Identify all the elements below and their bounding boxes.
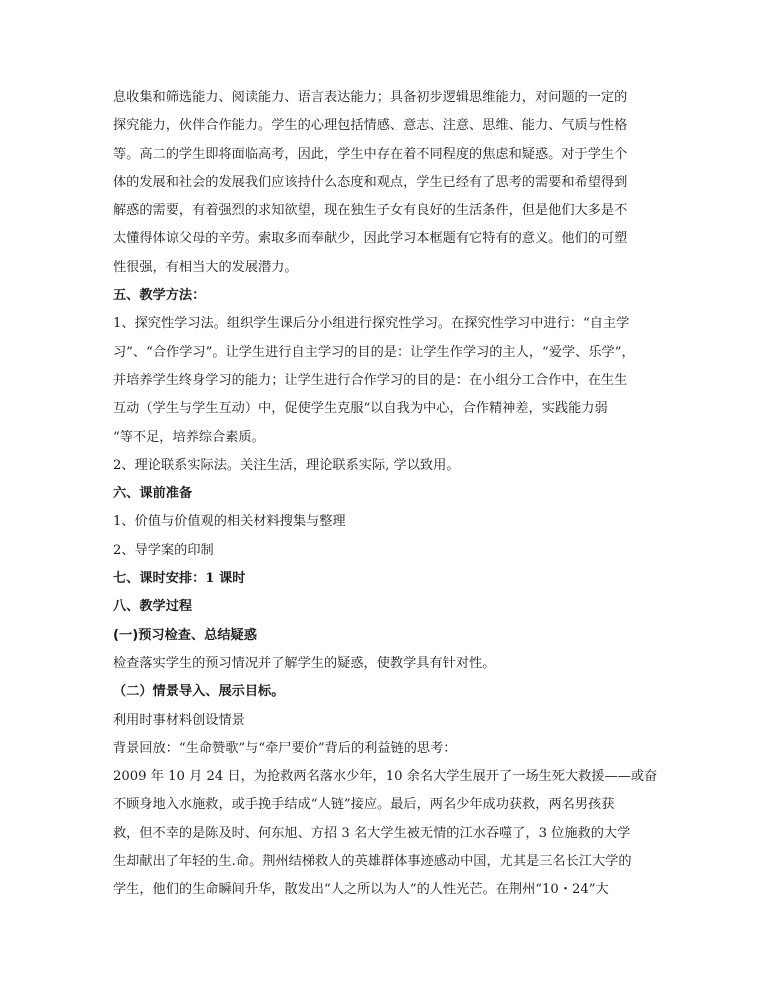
section-heading: 六、课前准备: [113, 486, 193, 502]
paragraph-line: “等不足，培养综合素质。: [113, 429, 265, 445]
paragraph-line: 1、价值与价值观的相关材料搜集与整理: [113, 514, 346, 530]
paragraph-line: 体的发展和社会的发展我们应该持什么态度和观点，学生已经有了思考的需要和希望得到: [113, 174, 628, 190]
section-heading: 七、课时安排：1 课时: [113, 571, 246, 587]
paragraph-line: 性很强，有相当大的发展潜力。: [113, 259, 298, 275]
paragraph-line: 探究能力，伙伴合作能力。学生的心理包括情感、意志、注意、思维、能力、气质与性格: [113, 118, 628, 134]
paragraph-line: 解惑的需要，有着强烈的求知欲望，现在独生子女有良好的生活条件，但是他们大多是不: [113, 203, 628, 219]
paragraph-line: 互动（学生与学生互动）中，促使学生克服“以自我为中心，合作精神差，实践能力弱: [113, 401, 608, 417]
section-heading: 八、教学过程: [113, 599, 193, 615]
paragraph-line: 检查落实学生的预习情况并了解学生的疑惑，使教学具有针对性。: [113, 655, 496, 671]
section-heading: 五、教学方法：: [113, 288, 206, 304]
paragraph-line: 生却献出了年轻的生.命。荆州结梯救人的英雄群体事迹感动中国，尤其是三名长江大学的: [113, 854, 632, 870]
document-page: [113, 84, 658, 905]
paragraph-line: 2009 年 10 月 24 日，为抢救两名落水少年，10 余名大学生展开了一场生死大救援——或奋: [113, 769, 658, 785]
subsection-heading: (一)预习检查、总结疑惑: [113, 627, 257, 643]
paragraph-line: 2、导学案的印制: [113, 542, 214, 558]
paragraph-line: 1、探究性学习法。组织学生课后分小组进行探究性学习。在探究性学习中进行：“自主学: [113, 316, 630, 332]
paragraph-line: 息收集和筛选能力、阅读能力、语言表达能力；具备初步逻辑思维能力，对问题的一定的: [113, 90, 628, 105]
paragraph-line: 并培养学生终身学习的能力；让学生进行合作学习的目的是：在小组分工合作中，在生生: [113, 372, 628, 388]
subsection-heading: （二）情景导入、展示目标。: [113, 684, 285, 700]
paragraph-line: 等。高二的学生即将面临高考，因此，学生中存在着不同程度的焦虑和疑惑。对于学生个: [113, 146, 628, 162]
paragraph-line: 太懂得体谅父母的辛劳。索取多而奉献少，因此学习本框题有它特有的意义。他们的可塑: [113, 231, 628, 247]
paragraph-line: 不顾身地入水施救，或手挽手结成“人链”接应。最后，两名少年成功获救，两名男孩获: [113, 797, 615, 813]
paragraph-line: 2、理论联系实际法。关注生活，理论联系实际, 学以致用。: [113, 457, 460, 473]
paragraph-line: 习”、“合作学习”。让学生进行自主学习的目的是：让学生作学习的主人，“爱学、乐学”，: [113, 344, 635, 360]
paragraph-line: 学生，他们的生命瞬间升华，散发出“人之所以为人”的人性光芒。在荆州“10・24”大: [113, 882, 609, 898]
paragraph-line: 利用时事材料创设情景: [113, 712, 245, 728]
paragraph-line: 背景回放：“生命赞歌”与“牵尸要价”背后的利益链的思考：: [113, 740, 457, 756]
paragraph-line: 救，但不幸的是陈及时、何东旭、方招 3 名大学生被无情的江水吞噬了，3 位施救的大学: [113, 825, 631, 841]
